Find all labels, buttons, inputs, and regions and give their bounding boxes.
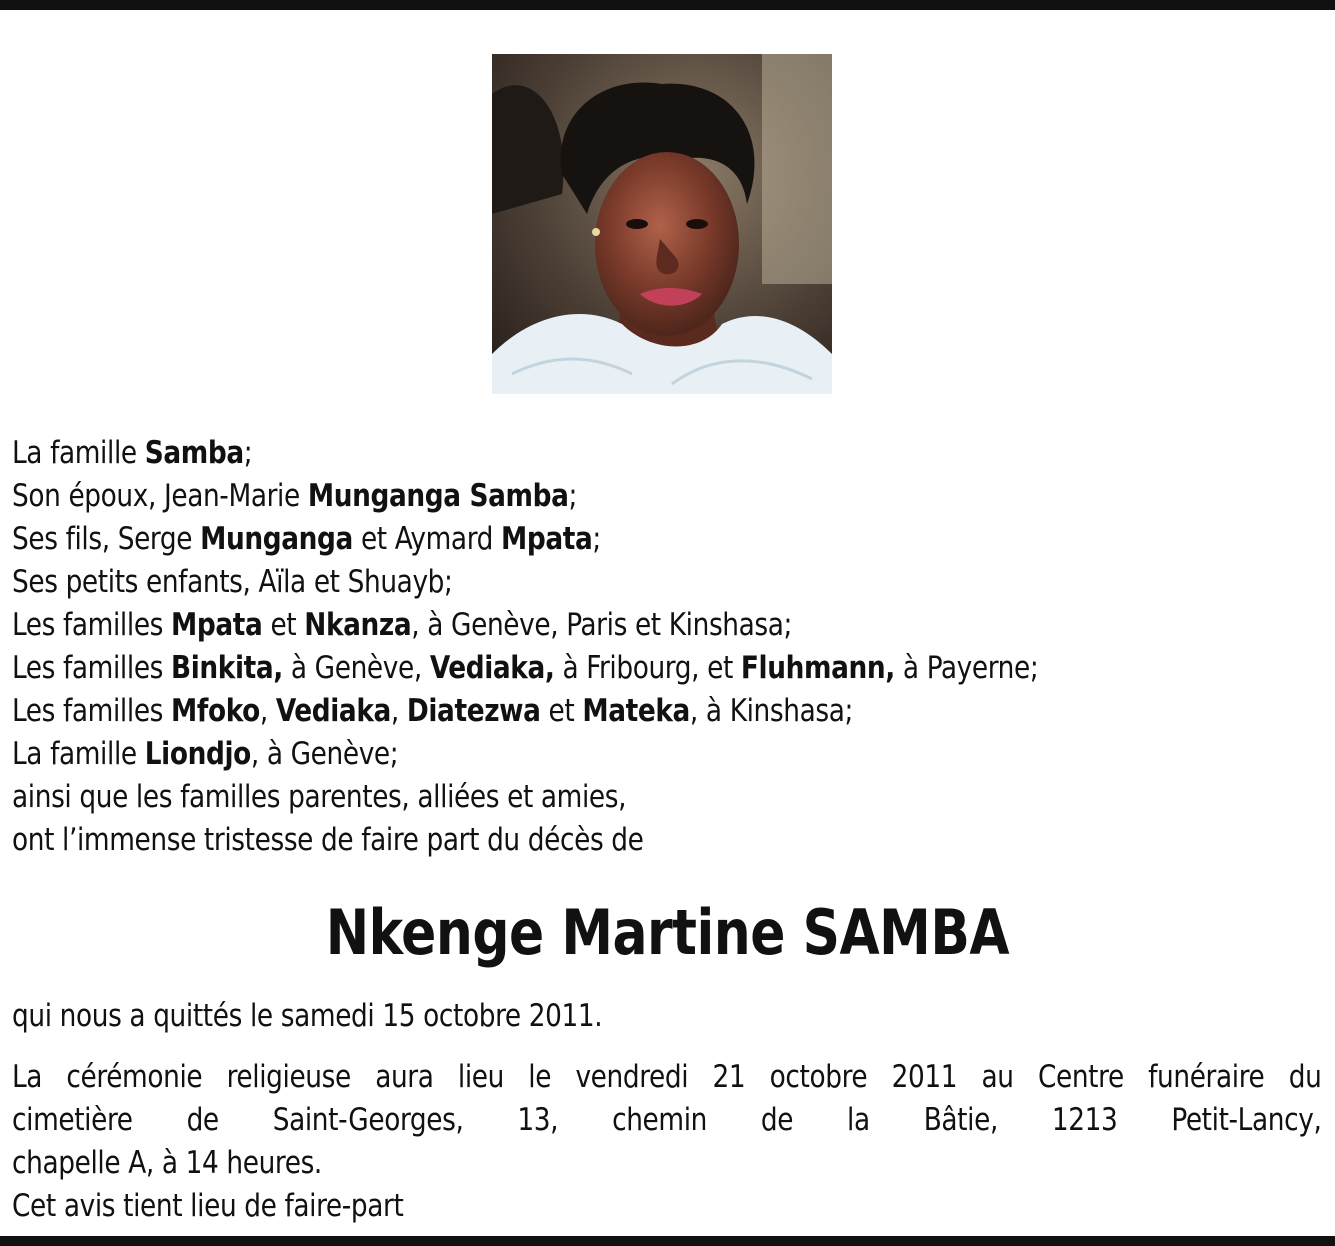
family-line-text: , — [259, 693, 276, 729]
ceremony-details — [12, 1056, 1321, 1228]
family-name-bold: Fluhmann, — [740, 650, 895, 686]
family-line — [12, 475, 1314, 518]
family-announcement-lines — [12, 432, 1314, 862]
family-line-text: à Fribourg, et — [554, 650, 741, 686]
family-line-text: ; — [568, 478, 578, 514]
family-line-text: Son époux, Jean-Marie — [12, 478, 308, 514]
family-name-bold: Mfoko — [171, 693, 260, 729]
family-line-text: ; — [243, 435, 253, 471]
passing-date-line: qui nous a quittés le samedi 15 octobre 2011. — [12, 998, 603, 1034]
family-name-bold: Mpata — [171, 607, 263, 643]
family-line-text: et — [540, 693, 583, 729]
family-line-text: à Payerne; — [894, 650, 1039, 686]
family-line — [12, 604, 1314, 647]
family-line-text: Les familles — [12, 607, 172, 643]
family-line — [12, 819, 1314, 862]
portrait-photo — [492, 54, 832, 394]
family-name-bold: Nkanza — [304, 607, 412, 643]
family-name-bold: Vediaka, — [429, 650, 555, 686]
ceremony-line-3: chapelle A, à 14 heures. — [12, 1145, 322, 1181]
family-name-bold: Mateka — [582, 693, 690, 729]
family-line-text: Les familles — [12, 650, 172, 686]
family-line — [12, 690, 1314, 733]
family-line-text: et — [262, 607, 305, 643]
family-line-text: , à Genève; — [250, 736, 399, 772]
family-line — [12, 518, 1314, 561]
family-line-text: Les familles — [12, 693, 172, 729]
family-line-text: ont l’immense tristesse de faire part du décès de — [12, 822, 644, 858]
family-line-text: La famille — [12, 435, 145, 471]
family-name-bold: Vediaka — [275, 693, 391, 729]
family-line — [12, 647, 1314, 690]
family-line-text: ; — [592, 521, 601, 557]
family-line — [12, 432, 1314, 475]
family-line — [12, 733, 1314, 776]
family-name-bold: Munganga Samba — [307, 478, 569, 514]
ceremony-line-2: cimetière de Saint-Georges, 13, chemin de la Bâtie, 1213 Petit-Lancy, — [12, 1102, 1322, 1138]
family-line-text: et Aymard — [352, 521, 502, 557]
ceremony-line-1: La cérémonie religieuse aura lieu le vendredi 21 octobre 2011 au Centre funéraire du — [12, 1059, 1322, 1095]
portrait-image — [492, 54, 832, 394]
family-line-text: , à Kinshasa; — [689, 693, 854, 729]
family-line-text: , — [390, 693, 407, 729]
ceremony-line-4: Cet avis tient lieu de faire-part — [12, 1188, 404, 1224]
family-line-text: , à Genève, Paris et Kinshasa; — [411, 607, 793, 643]
family-line — [12, 776, 1314, 819]
family-line-text: Ses fils, Serge — [12, 521, 201, 557]
family-name-bold: Munganga — [200, 521, 353, 557]
family-name-bold: Binkita, — [171, 650, 283, 686]
family-name-bold: Diatezwa — [406, 693, 541, 729]
family-line-text: La famille — [12, 736, 145, 772]
bottom-rule — [0, 1236, 1335, 1246]
family-line — [12, 561, 1314, 604]
deceased-name — [0, 895, 1335, 971]
top-rule — [0, 0, 1335, 10]
family-name-bold: Mpata — [501, 521, 593, 557]
family-line-text: Ses petits enfants, Aïla et Shuayb; — [12, 564, 453, 600]
family-name-bold: Samba — [144, 435, 244, 471]
family-name-bold: Liondjo — [144, 736, 251, 772]
deceased-name-text: Nkenge Martine SAMBA — [325, 896, 1010, 969]
family-line-text: ainsi que les familles parentes, alliées et amies, — [12, 779, 627, 815]
family-line-text: à Genève, — [282, 650, 430, 686]
